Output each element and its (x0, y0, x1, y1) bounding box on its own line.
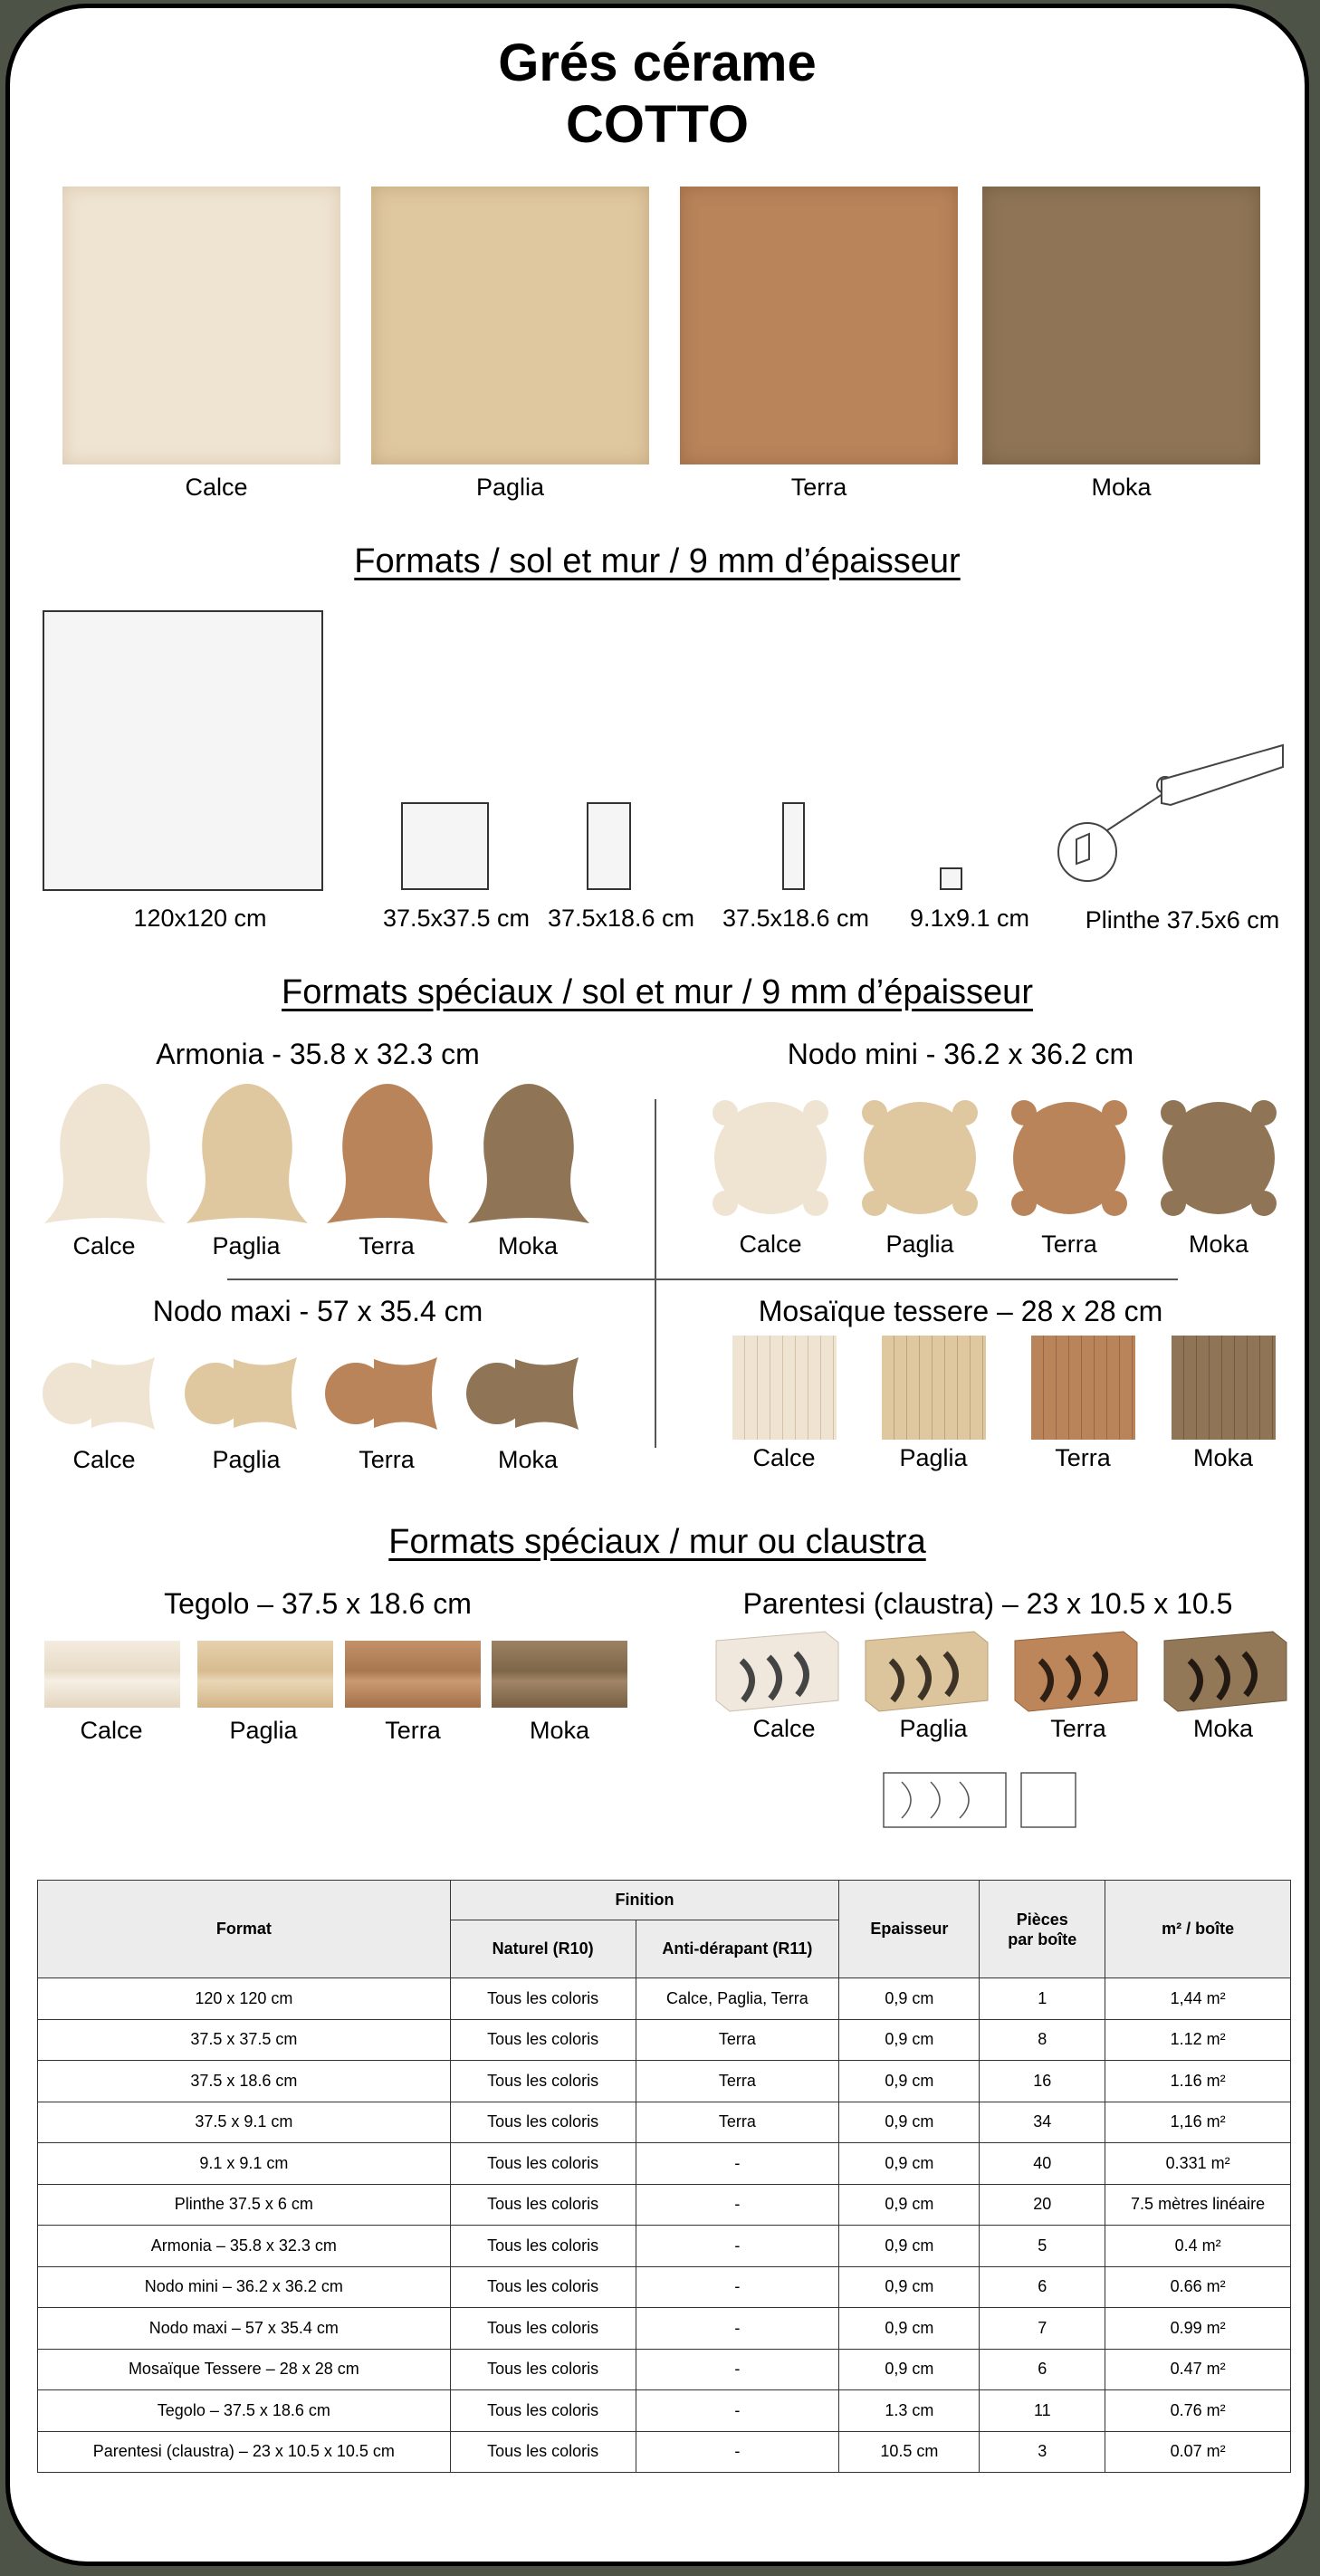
table-cell: Tous les coloris (450, 1978, 636, 2020)
table-cell: 0.66 m² (1105, 2266, 1291, 2308)
nodo-maxi-label: Terra (359, 1446, 415, 1473)
tegolo-label: Terra (385, 1717, 441, 1744)
nodo-maxi-title: Nodo maxi - 57 x 35.4 cm (152, 1295, 483, 1327)
table-cell: 16 (980, 2061, 1105, 2102)
table-cell: 0,9 cm (839, 2349, 980, 2390)
swatch-paglia (371, 187, 649, 464)
format-label: 9.1x9.1 cm (909, 905, 1030, 932)
table-cell: 3 (980, 2431, 1105, 2473)
table-cell: - (636, 2143, 839, 2185)
parentesi-label: Terra (1050, 1715, 1106, 1742)
table-cell: - (636, 2266, 839, 2308)
table-cell: 0,9 cm (839, 2102, 980, 2143)
tegolo-title: Tegolo – 37.5 x 18.6 cm (164, 1587, 472, 1620)
table-cell: Tous les coloris (450, 2226, 636, 2267)
table-cell: 0.331 m² (1105, 2143, 1291, 2185)
table-cell: 0.99 m² (1105, 2308, 1291, 2350)
tegolo-label: Paglia (229, 1717, 298, 1744)
table-cell: 0,9 cm (839, 2226, 980, 2267)
mosaique-calce (732, 1336, 837, 1440)
header-finition: Finition (450, 1881, 839, 1920)
format-37x9-shape (782, 802, 805, 890)
table-cell: 10.5 cm (839, 2431, 980, 2473)
table-cell: 0,9 cm (839, 2061, 980, 2102)
armonia-title: Armonia - 35.8 x 32.3 cm (156, 1038, 480, 1070)
mosaique-label: Terra (1055, 1444, 1111, 1471)
table-cell: 0,9 cm (839, 1978, 980, 2020)
table-cell: Calce, Paglia, Terra (636, 1978, 839, 2020)
header-m2: m² / boîte (1105, 1881, 1291, 1978)
nodo-maxi-label: Calce (72, 1446, 136, 1473)
table-cell: 40 (980, 2143, 1105, 2185)
table-cell: 5 (980, 2226, 1105, 2267)
title-line2: COTTO (566, 95, 749, 154)
tegolo-calce (44, 1641, 180, 1708)
table-cell: 120 x 120 cm (38, 1978, 451, 2020)
table-cell: 37.5 x 18.6 cm (38, 2061, 451, 2102)
table-cell: 1 (980, 1978, 1105, 2020)
swatch-label: Terra (790, 474, 847, 501)
table-cell: 8 (980, 2019, 1105, 2061)
table-row (38, 2184, 1291, 2226)
parentesi-label: Paglia (899, 1715, 968, 1742)
nodo-mini-title: Nodo mini - 36.2 x 36.2 cm (787, 1038, 1134, 1070)
table-cell: 0.47 m² (1105, 2349, 1291, 2390)
table-row (38, 1978, 1291, 2020)
table-cell: 0,9 cm (839, 2266, 980, 2308)
mosaique-label: Moka (1192, 1444, 1254, 1471)
table-cell: 6 (980, 2349, 1105, 2390)
table-row (38, 2349, 1291, 2390)
armonia-label: Calce (72, 1232, 136, 1259)
table-row (38, 2266, 1291, 2308)
nodo-mini-label: Paglia (885, 1231, 954, 1258)
armonia-tiles (37, 1077, 626, 1231)
catalog-card (5, 4, 1309, 2566)
wall-section-title: Formats spéciaux / mur ou claustra (388, 1523, 926, 1561)
table-cell: 7 (980, 2308, 1105, 2350)
table-cell: 37.5 x 9.1 cm (38, 2102, 451, 2143)
table-cell: 7.5 mètres linéaire (1105, 2184, 1291, 2226)
table-cell: Tous les coloris (450, 2102, 636, 2143)
table-cell: Tous les coloris (450, 2061, 636, 2102)
swatch-terra (680, 187, 958, 464)
table-cell: Mosaïque Tessere – 28 x 28 cm (38, 2349, 451, 2390)
header-antiderapant: Anti-dérapant (R11) (636, 1920, 839, 1978)
nodo-mini-label: Moka (1188, 1231, 1249, 1258)
tegolo-terra (345, 1641, 481, 1708)
header-format: Format (38, 1881, 451, 1978)
mosaique-paglia (882, 1336, 986, 1440)
table-cell: Tous les coloris (450, 2019, 636, 2061)
tegolo-moka (492, 1641, 627, 1708)
tegolo-paglia (197, 1641, 333, 1708)
table-cell: - (636, 2349, 839, 2390)
format-37x37-shape (401, 802, 489, 890)
table-cell: 0,9 cm (839, 2143, 980, 2185)
parentesi-title: Parentesi (claustra) – 23 x 10.5 x 10.5 (742, 1587, 1233, 1620)
table-row (38, 2308, 1291, 2350)
table-cell: 0,9 cm (839, 2019, 980, 2061)
table-cell: 0.76 m² (1105, 2390, 1291, 2432)
mosaique-label: Calce (752, 1444, 816, 1471)
spec-table (37, 1880, 1291, 2473)
parentesi-blocks (707, 1624, 1296, 1715)
divider-horizontal (227, 1278, 1178, 1280)
table-cell: Tous les coloris (450, 2143, 636, 2185)
mosaique-terra (1031, 1336, 1135, 1440)
special-section-title: Formats spéciaux / sol et mur / 9 mm d’épaisseur (282, 973, 1033, 1011)
table-cell: 0.4 m² (1105, 2226, 1291, 2267)
table-cell: Tous les coloris (450, 2349, 636, 2390)
table-cell: Tous les coloris (450, 2390, 636, 2432)
formats-section-title: Formats / sol et mur / 9 mm d’épaisseur (354, 542, 961, 580)
format-37x18-shape (587, 802, 631, 890)
armonia-label: Terra (359, 1232, 415, 1259)
table-cell: Terra (636, 2102, 839, 2143)
format-label: 37.5x18.6 cm (547, 905, 695, 932)
format-label: 37.5x18.6 cm (722, 905, 870, 932)
table-cell: 1.16 m² (1105, 2061, 1291, 2102)
mosaique-label: Paglia (899, 1444, 968, 1471)
swatch-moka (982, 187, 1260, 464)
table-cell: - (636, 2226, 839, 2267)
header-naturel: Naturel (R10) (450, 1920, 636, 1978)
table-cell: Armonia – 35.8 x 32.3 cm (38, 2226, 451, 2267)
table-cell: 0.07 m² (1105, 2431, 1291, 2473)
format-label: Plinthe 37.5x6 cm (1085, 906, 1280, 934)
table-cell: Tous les coloris (450, 2184, 636, 2226)
tegolo-label: Calce (80, 1717, 143, 1744)
table-cell: - (636, 2308, 839, 2350)
table-cell: Tous les coloris (450, 2431, 636, 2473)
swatch-label: Moka (1091, 474, 1152, 501)
table-cell: 1,16 m² (1105, 2102, 1291, 2143)
table-cell: 0,9 cm (839, 2184, 980, 2226)
format-120x120-shape (43, 610, 323, 891)
mosaique-moka (1172, 1336, 1276, 1440)
table-cell: 20 (980, 2184, 1105, 2226)
nodo-maxi-tiles (37, 1348, 626, 1439)
table-cell: Plinthe 37.5 x 6 cm (38, 2184, 451, 2226)
table-cell: - (636, 2431, 839, 2473)
table-cell: Tous les coloris (450, 2308, 636, 2350)
table-cell: Terra (636, 2061, 839, 2102)
parentesi-label: Calce (752, 1715, 816, 1742)
table-cell: 34 (980, 2102, 1105, 2143)
spec-table-body (38, 1978, 1291, 2473)
plinthe-diagram (1051, 733, 1296, 891)
header-epaisseur: Epaisseur (839, 1881, 980, 1978)
divider-vertical (655, 1099, 656, 1448)
table-cell: Terra (636, 2019, 839, 2061)
title-line1: Grés cérame (498, 34, 817, 92)
table-cell: 1,44 m² (1105, 1978, 1291, 2020)
table-cell: Tegolo – 37.5 x 18.6 cm (38, 2390, 451, 2432)
table-cell: Nodo maxi – 57 x 35.4 cm (38, 2308, 451, 2350)
table-row (38, 2061, 1291, 2102)
table-row (38, 2102, 1291, 2143)
table-row (38, 2431, 1291, 2473)
nodo-maxi-label: Paglia (212, 1446, 281, 1473)
table-cell: Nodo mini – 36.2 x 36.2 cm (38, 2266, 451, 2308)
table-row (38, 2390, 1291, 2432)
table-cell: Parentesi (claustra) – 23 x 10.5 x 10.5 cm (38, 2431, 451, 2473)
nodo-maxi-label: Moka (497, 1446, 559, 1473)
table-cell: 1.12 m² (1105, 2019, 1291, 2061)
armonia-label: Paglia (212, 1232, 281, 1259)
tegolo-label: Moka (529, 1717, 590, 1744)
armonia-label: Moka (497, 1232, 559, 1259)
header-pieces: Pièces par boîte (980, 1881, 1105, 1978)
table-cell: 9.1 x 9.1 cm (38, 2143, 451, 2185)
table-row (38, 2143, 1291, 2185)
table-row (38, 2019, 1291, 2061)
table-cell: 0,9 cm (839, 2308, 980, 2350)
swatch-label: Calce (185, 474, 248, 501)
mosaique-title: Mosaïque tessere – 28 x 28 cm (758, 1295, 1163, 1327)
table-cell: - (636, 2184, 839, 2226)
format-label: 37.5x37.5 cm (382, 905, 531, 932)
format-9x9-shape (940, 867, 962, 890)
nodo-mini-label: Calce (739, 1231, 802, 1258)
parentesi-technical-drawing (866, 1769, 1101, 1837)
parentesi-label: Moka (1192, 1715, 1254, 1742)
table-cell: 1.3 cm (839, 2390, 980, 2432)
table-cell: Tous les coloris (450, 2266, 636, 2308)
swatch-calce (62, 187, 340, 464)
format-label: 120x120 cm (133, 905, 267, 932)
table-cell: - (636, 2390, 839, 2432)
table-cell: 11 (980, 2390, 1105, 2432)
table-row (38, 2226, 1291, 2267)
nodo-mini-label: Terra (1041, 1231, 1097, 1258)
table-cell: 37.5 x 37.5 cm (38, 2019, 451, 2061)
nodo-mini-tiles (707, 1086, 1296, 1231)
swatch-label: Paglia (475, 474, 545, 501)
table-cell: 6 (980, 2266, 1105, 2308)
